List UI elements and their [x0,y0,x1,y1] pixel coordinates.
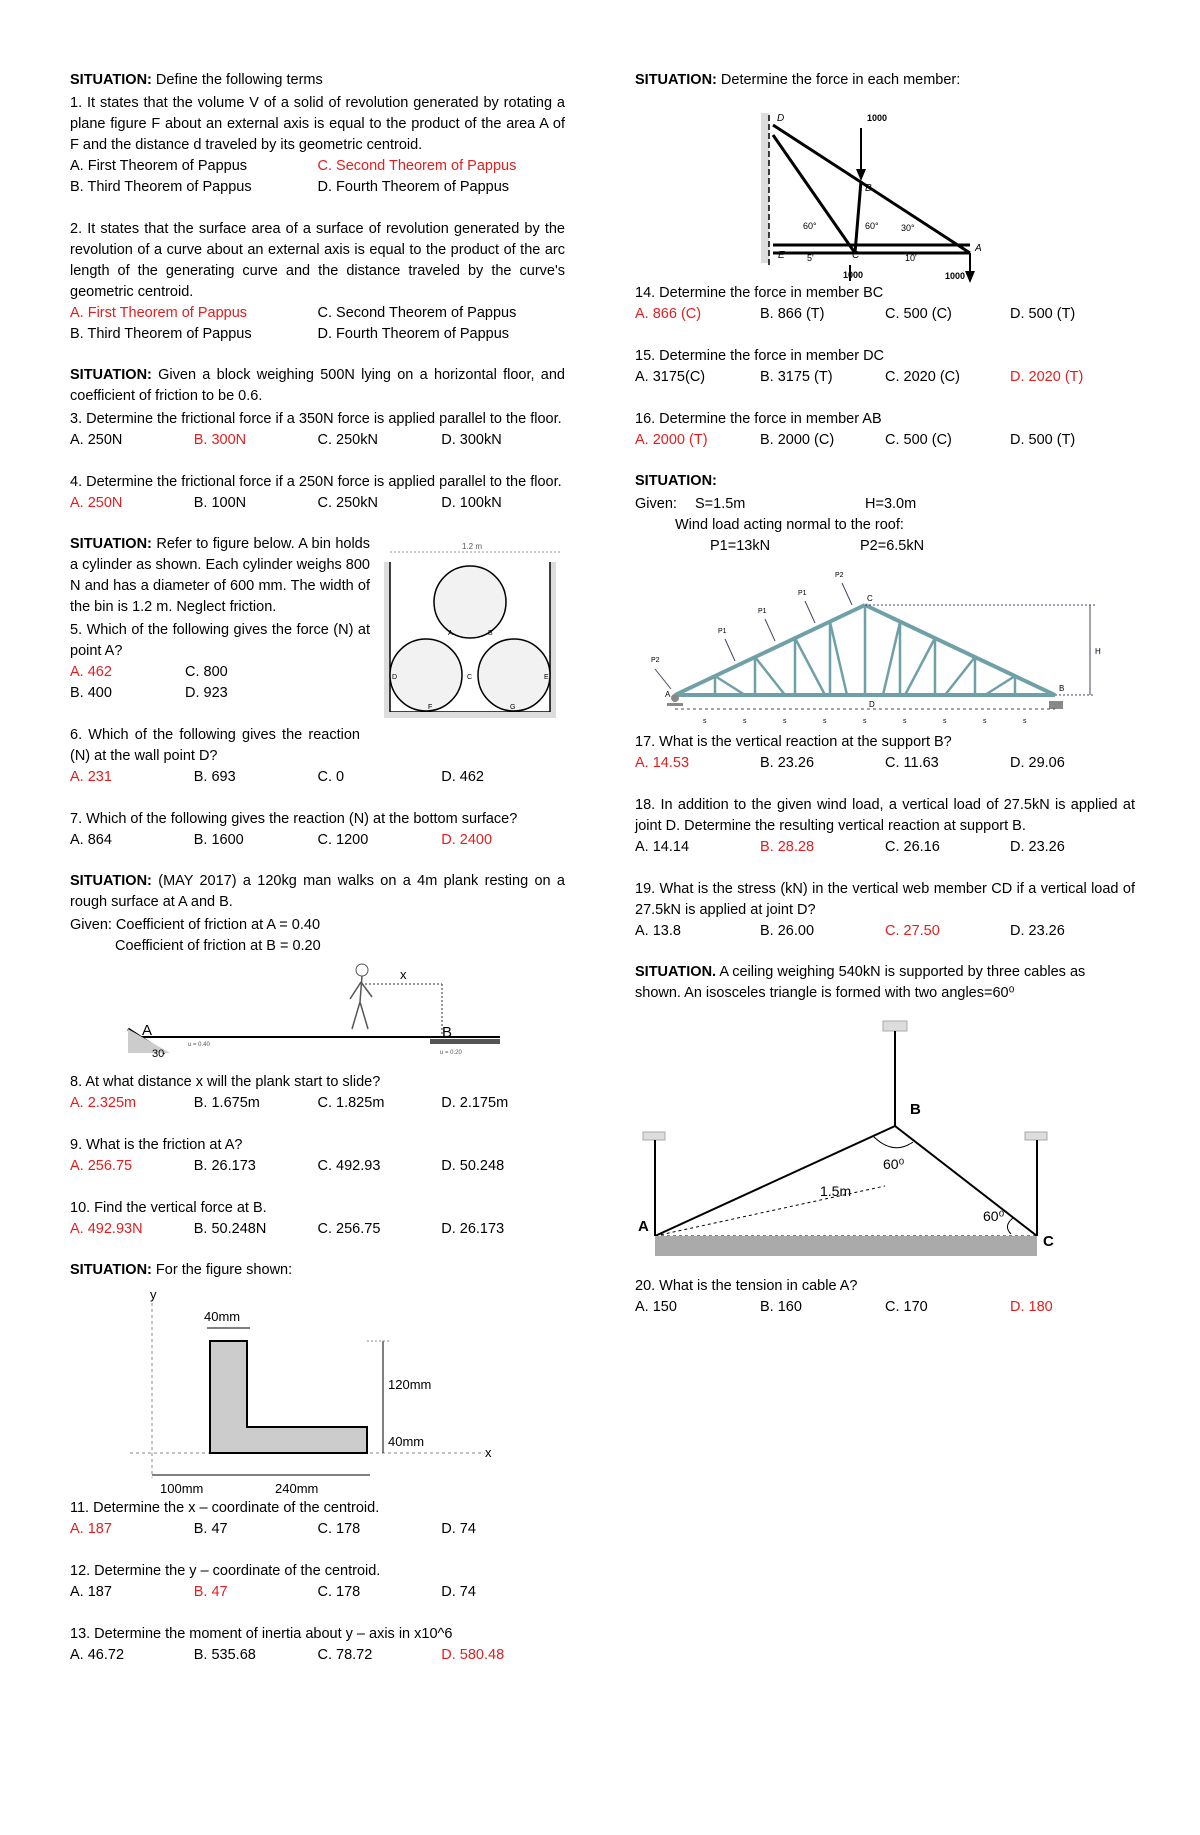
cylinder-top [434,566,506,638]
option-b[interactable]: B. Third Theorem of Pappus [70,326,252,342]
options-12 [70,1582,565,1603]
bin-width-label: 1.2 m [462,542,483,551]
right-column [635,70,1135,1338]
options-17 [635,753,1135,774]
svg-text:A: A [665,690,671,699]
option-b[interactable]: B. 23.26 [760,755,815,771]
situation-centroid [70,1260,565,1666]
svg-text:1000: 1000 [867,113,888,123]
svg-text:s: s [903,718,907,725]
cylinder-bin-figure [380,534,565,734]
svg-text:10': 10' [905,253,917,263]
question-2: 2. It states that the surface area of a surface of revolution generated by the revolution of a curve about an external axis is equal to the product of the arc length of the generating curve and the distance traveled by the curve's geometric centroid. [70,221,565,300]
svg-text:60⁰: 60⁰ [883,1156,905,1172]
svg-text:E: E [544,674,549,681]
question-15: 15. Determine the force in member DC [635,348,885,364]
option-b[interactable]: B. 693 [193,769,236,785]
options-8 [70,1093,565,1114]
option-a[interactable]: A. 250N [70,432,123,448]
option-b-answer[interactable]: B. 300N [193,432,247,448]
svg-text:P1: P1 [718,628,727,635]
option-d[interactable]: D. 26.173 [441,1221,505,1237]
svg-text:x: x [485,1445,492,1460]
option-a-answer[interactable]: A. 250N [70,495,123,511]
option-b[interactable]: B. 26.173 [193,1158,256,1174]
option-b[interactable]: B. 866 (T) [760,306,825,322]
option-d[interactable]: D. 300kN [441,432,502,448]
option-a-answer[interactable]: A. 256.75 [70,1158,133,1174]
option-d[interactable]: D. 74 [441,1584,476,1600]
situation-label: SITUATION: [635,72,717,88]
svg-text:B: B [1059,684,1065,693]
svg-text:s: s [703,718,707,725]
l-shape-figure [70,1283,565,1498]
options-7 [70,830,565,851]
option-c[interactable]: C. 178 [317,1521,361,1537]
option-d-answer[interactable]: D. 180 [1010,1299,1053,1315]
option-d-answer[interactable]: D. 580.48 [441,1647,505,1663]
options-2 [70,303,565,345]
svg-text:A: A [142,1022,153,1039]
option-d[interactable]: D. 23.26 [1010,923,1065,939]
option-b[interactable]: B. 100N [193,495,247,511]
question-8: 8. At what distance x will the plank start to slide? [70,1074,381,1090]
situation-roof-truss [635,471,1135,942]
option-c[interactable]: C. 1200 [317,832,369,848]
situation-text: (MAY 2017) a 120kg man walks on a 4m plank resting on a rough surface at A and B. [70,873,566,910]
situation-text: A ceiling weighing 540kN is supported by three cables as shown. An isosceles triangle is formed with two angles=60⁰ [635,964,1086,1001]
loads-row: P1=13kN P2=6.5kN [710,538,925,554]
option-b[interactable]: B. Third Theorem of Pappus [70,179,252,195]
situation-pappus [70,70,565,345]
options-4 [70,493,565,514]
options-9 [70,1156,565,1177]
roof-truss-figure [635,557,1135,732]
question-5: 5. Which of the following gives the force (N) at point A? [70,622,370,659]
option-c[interactable]: C. 2020 (C) [885,369,960,385]
options-11 [70,1519,565,1540]
l-shape [210,1341,367,1453]
svg-text:1.5m: 1.5m [820,1183,852,1199]
situation-plank [70,871,565,1240]
question-11: 11. Determine the x – coordinate of the centroid. [70,1500,380,1516]
option-c[interactable]: C. 78.72 [317,1647,373,1663]
option-d[interactable]: D. 29.06 [1010,755,1065,771]
situation-label: SITUATION: [70,367,152,383]
option-c[interactable]: C. 800 [185,664,228,680]
option-a-answer[interactable]: A. 866 (C) [635,306,702,322]
situation-cylinders [70,534,565,851]
option-a-answer[interactable]: A. 2000 (T) [635,432,708,448]
given-line-2: Coefficient of friction at B = 0.20 [115,938,321,954]
option-c[interactable]: C. 492.93 [317,1158,381,1174]
svg-text:A: A [448,630,453,637]
svg-text:100mm: 100mm [160,1481,204,1496]
svg-text:240mm: 240mm [275,1481,319,1496]
question-17: 17. What is the vertical reaction at the support B? [635,734,952,750]
question-19: 19. What is the stress (kN) in the vertical web member CD if a vertical load of 27.5kN is applied at joint D? [635,881,1135,918]
question-9: 9. What is the friction at A? [70,1137,243,1153]
option-c-answer[interactable]: C. Second Theorem of Pappus [317,158,517,174]
situation-label: SITUATION: [70,72,152,88]
situation-truss-forces [635,70,1135,451]
given-row: Given: S=1.5m H=3.0m [635,496,917,512]
svg-text:30: 30 [152,1048,165,1060]
option-d[interactable]: D. 462 [441,769,484,785]
situation-cables [635,962,1135,1318]
options-19 [635,921,1135,942]
option-d[interactable]: D. 500 (T) [1010,432,1076,448]
svg-text:C: C [867,594,873,603]
option-c[interactable]: C. 170 [885,1299,928,1315]
situation-text: Refer to figure below. A bin holds a cylinder as shown. Each cylinder weighs 800 N and has a diameter of 600 mm. The width of the bin is 1.2 m. Neglect friction. [70,536,370,615]
options-15 [635,367,1135,388]
svg-text:30°: 30° [901,223,915,233]
svg-text:E: E [778,250,785,261]
situation-text: For the figure shown: [155,1262,293,1278]
option-a[interactable]: A. 150 [635,1299,677,1315]
svg-text:C: C [1043,1233,1054,1250]
option-b[interactable]: B. 2000 (C) [760,432,835,448]
question-4: 4. Determine the frictional force if a 250N force is applied parallel to the floor. [70,474,562,490]
question-1: 1. It states that the volume V of a solid of revolution generated by rotating a plane figure F about an external axis is equal to the product of the area A of F and the distance d traveled by its geometric centroid. [70,95,565,153]
situation-label: SITUATION: [70,536,152,552]
cables-figure [635,1006,1135,1276]
distance-x-label: x [400,967,407,982]
option-b[interactable]: B. 1600 [193,832,244,848]
svg-text:A: A [638,1218,649,1235]
option-c[interactable]: C. 256.75 [317,1221,381,1237]
svg-text:y: y [150,1287,157,1302]
svg-text:B: B [910,1101,921,1118]
situation-label: SITUATION. [635,964,717,980]
option-c-answer[interactable]: C. 27.50 [885,923,940,939]
question-10: 10. Find the vertical force at B. [70,1200,267,1216]
option-c[interactable]: C. 26.16 [885,839,940,855]
option-b[interactable]: B. 1.675m [193,1095,260,1111]
option-c[interactable]: C. 250kN [317,432,378,448]
question-18: 18. In addition to the given wind load, a vertical load of 27.5kN is applied at joint D. Determine the resulting vertical reaction at support B. [635,797,1135,834]
svg-text:1000: 1000 [843,270,864,280]
situation-text: Determine the force in each member: [720,72,961,88]
svg-text:s: s [943,718,947,725]
svg-text:P1: P1 [798,590,807,597]
svg-text:u = 0.40: u = 0.40 [188,1042,210,1048]
option-d-answer[interactable]: D. 2020 (T) [1010,369,1084,385]
options-6 [70,767,565,788]
option-b[interactable]: B. 535.68 [193,1647,256,1663]
svg-text:D: D [777,113,785,124]
option-c[interactable]: C. 11.63 [885,755,939,771]
option-a[interactable]: A. 13.8 [635,923,681,939]
options-16 [635,430,1135,451]
svg-text:60°: 60° [865,221,879,231]
plank-figure [70,957,565,1072]
svg-text:u = 0.20: u = 0.20 [440,1050,462,1056]
cylinder-right [478,639,550,711]
cylinder-left [390,639,462,711]
option-a-answer[interactable]: A. 492.93N [70,1221,143,1237]
option-a-answer[interactable]: A. 231 [70,769,112,785]
options-1 [70,156,565,198]
option-a[interactable]: A. First Theorem of Pappus [70,158,248,174]
option-b[interactable]: B. 400 [70,685,112,701]
svg-text:60°: 60° [803,221,817,231]
option-d[interactable]: D. 100kN [441,495,502,511]
option-b[interactable]: B. 160 [760,1299,802,1315]
option-c[interactable]: C. 500 (C) [885,306,952,322]
option-c[interactable]: C. 250kN [317,495,378,511]
option-d-answer[interactable]: D. 2400 [441,832,493,848]
svg-text:G: G [510,704,516,711]
question-13: 13. Determine the moment of inertia about y – axis in x10^6 [70,1626,453,1642]
option-b[interactable]: B. 47 [193,1521,228,1537]
option-a-answer[interactable]: A. First Theorem of Pappus [70,305,248,321]
svg-text:120mm: 120mm [388,1377,432,1392]
svg-text:D: D [392,674,398,681]
option-c[interactable]: C. Second Theorem of Pappus [317,305,517,321]
svg-text:s: s [823,718,827,725]
option-a-answer[interactable]: A. 14.53 [635,755,690,771]
svg-text:C: C [467,674,473,681]
option-b[interactable]: B. 26.00 [760,923,815,939]
svg-text:40mm: 40mm [204,1309,241,1324]
options-13 [70,1645,565,1666]
option-d[interactable]: D. 2.175m [441,1095,509,1111]
svg-text:P2: P2 [835,572,844,579]
question-3: 3. Determine the frictional force if a 350N force is applied parallel to the floor. [70,411,562,427]
question-7: 7. Which of the following gives the reaction (N) at the bottom surface? [70,811,518,827]
situation-text: Define the following terms [155,72,323,88]
option-d[interactable]: D. Fourth Theorem of Pappus [317,179,510,195]
options-14 [635,304,1135,325]
svg-text:s: s [743,718,747,725]
svg-text:P1: P1 [758,608,767,615]
wind-text: Wind load acting normal to the roof: [675,517,904,533]
svg-text:60⁰: 60⁰ [983,1208,1005,1224]
left-column [70,70,565,1686]
svg-text:B: B [442,1024,453,1041]
svg-text:A: A [975,243,982,254]
svg-text:s: s [783,718,787,725]
svg-text:B: B [488,630,493,637]
question-20: 20. What is the tension in cable A? [635,1278,858,1294]
option-b-answer[interactable]: B. 47 [193,1584,228,1600]
option-b[interactable]: B. 3175 (T) [760,369,833,385]
option-c[interactable]: C. 0 [317,769,345,785]
options-5 [70,662,300,704]
given-line-1: Given: Coefficient of friction at A = 0.40 [70,917,321,933]
svg-text:s: s [1023,718,1027,725]
option-a[interactable]: A. 187 [70,1584,112,1600]
svg-text:P2: P2 [651,657,660,664]
option-c[interactable]: C. 1.825m [317,1095,385,1111]
situation-label: SITUATION: [70,873,152,889]
option-d[interactable]: D. 923 [185,685,228,701]
option-d[interactable]: D. 50.248 [441,1158,505,1174]
option-d[interactable]: D. 23.26 [1010,839,1065,855]
option-d[interactable]: D. Fourth Theorem of Pappus [317,326,510,342]
options-18 [635,837,1135,858]
question-16: 16. Determine the force in member AB [635,411,882,427]
situation-label: SITUATION: [635,473,717,489]
options-10 [70,1219,565,1240]
svg-text:B: B [865,183,872,194]
svg-text:D: D [869,700,875,709]
truss-figure [635,93,1135,283]
situation-friction-block [70,365,565,514]
option-a[interactable]: A. 864 [70,832,112,848]
option-a[interactable]: A. 3175(C) [635,369,706,385]
svg-text:40mm: 40mm [388,1434,425,1449]
svg-text:C: C [852,250,860,261]
svg-text:H: H [1095,647,1101,656]
option-a-answer[interactable]: A. 187 [70,1521,112,1537]
question-14: 14. Determine the force in member BC [635,285,884,301]
svg-text:s: s [863,718,867,725]
question-6: 6. Which of the following gives the reaction (N) at the wall point D? [70,727,360,764]
option-d[interactable]: D. 74 [441,1521,476,1537]
svg-text:F: F [428,704,433,711]
situation-text: Given a block weighing 500N lying on a horizontal floor, and coefficient of friction to be 0.6. [70,367,565,404]
question-12: 12. Determine the y – coordinate of the centroid. [70,1563,381,1579]
option-c[interactable]: C. 500 (C) [885,432,952,448]
option-b[interactable]: B. 50.248N [193,1221,267,1237]
option-c[interactable]: C. 178 [317,1584,361,1600]
options-20 [635,1297,1135,1318]
option-a[interactable]: A. 14.14 [635,839,690,855]
option-b-answer[interactable]: B. 28.28 [760,839,815,855]
svg-text:1000: 1000 [945,271,966,281]
option-a[interactable]: A. 46.72 [70,1647,125,1663]
option-a-answer[interactable]: A. 462 [70,664,112,680]
svg-text:s: s [983,718,987,725]
situation-label: SITUATION: [70,1262,152,1278]
option-d[interactable]: D. 500 (T) [1010,306,1076,322]
svg-text:5': 5' [807,253,814,263]
options-3 [70,430,565,451]
option-a-answer[interactable]: A. 2.325m [70,1095,137,1111]
